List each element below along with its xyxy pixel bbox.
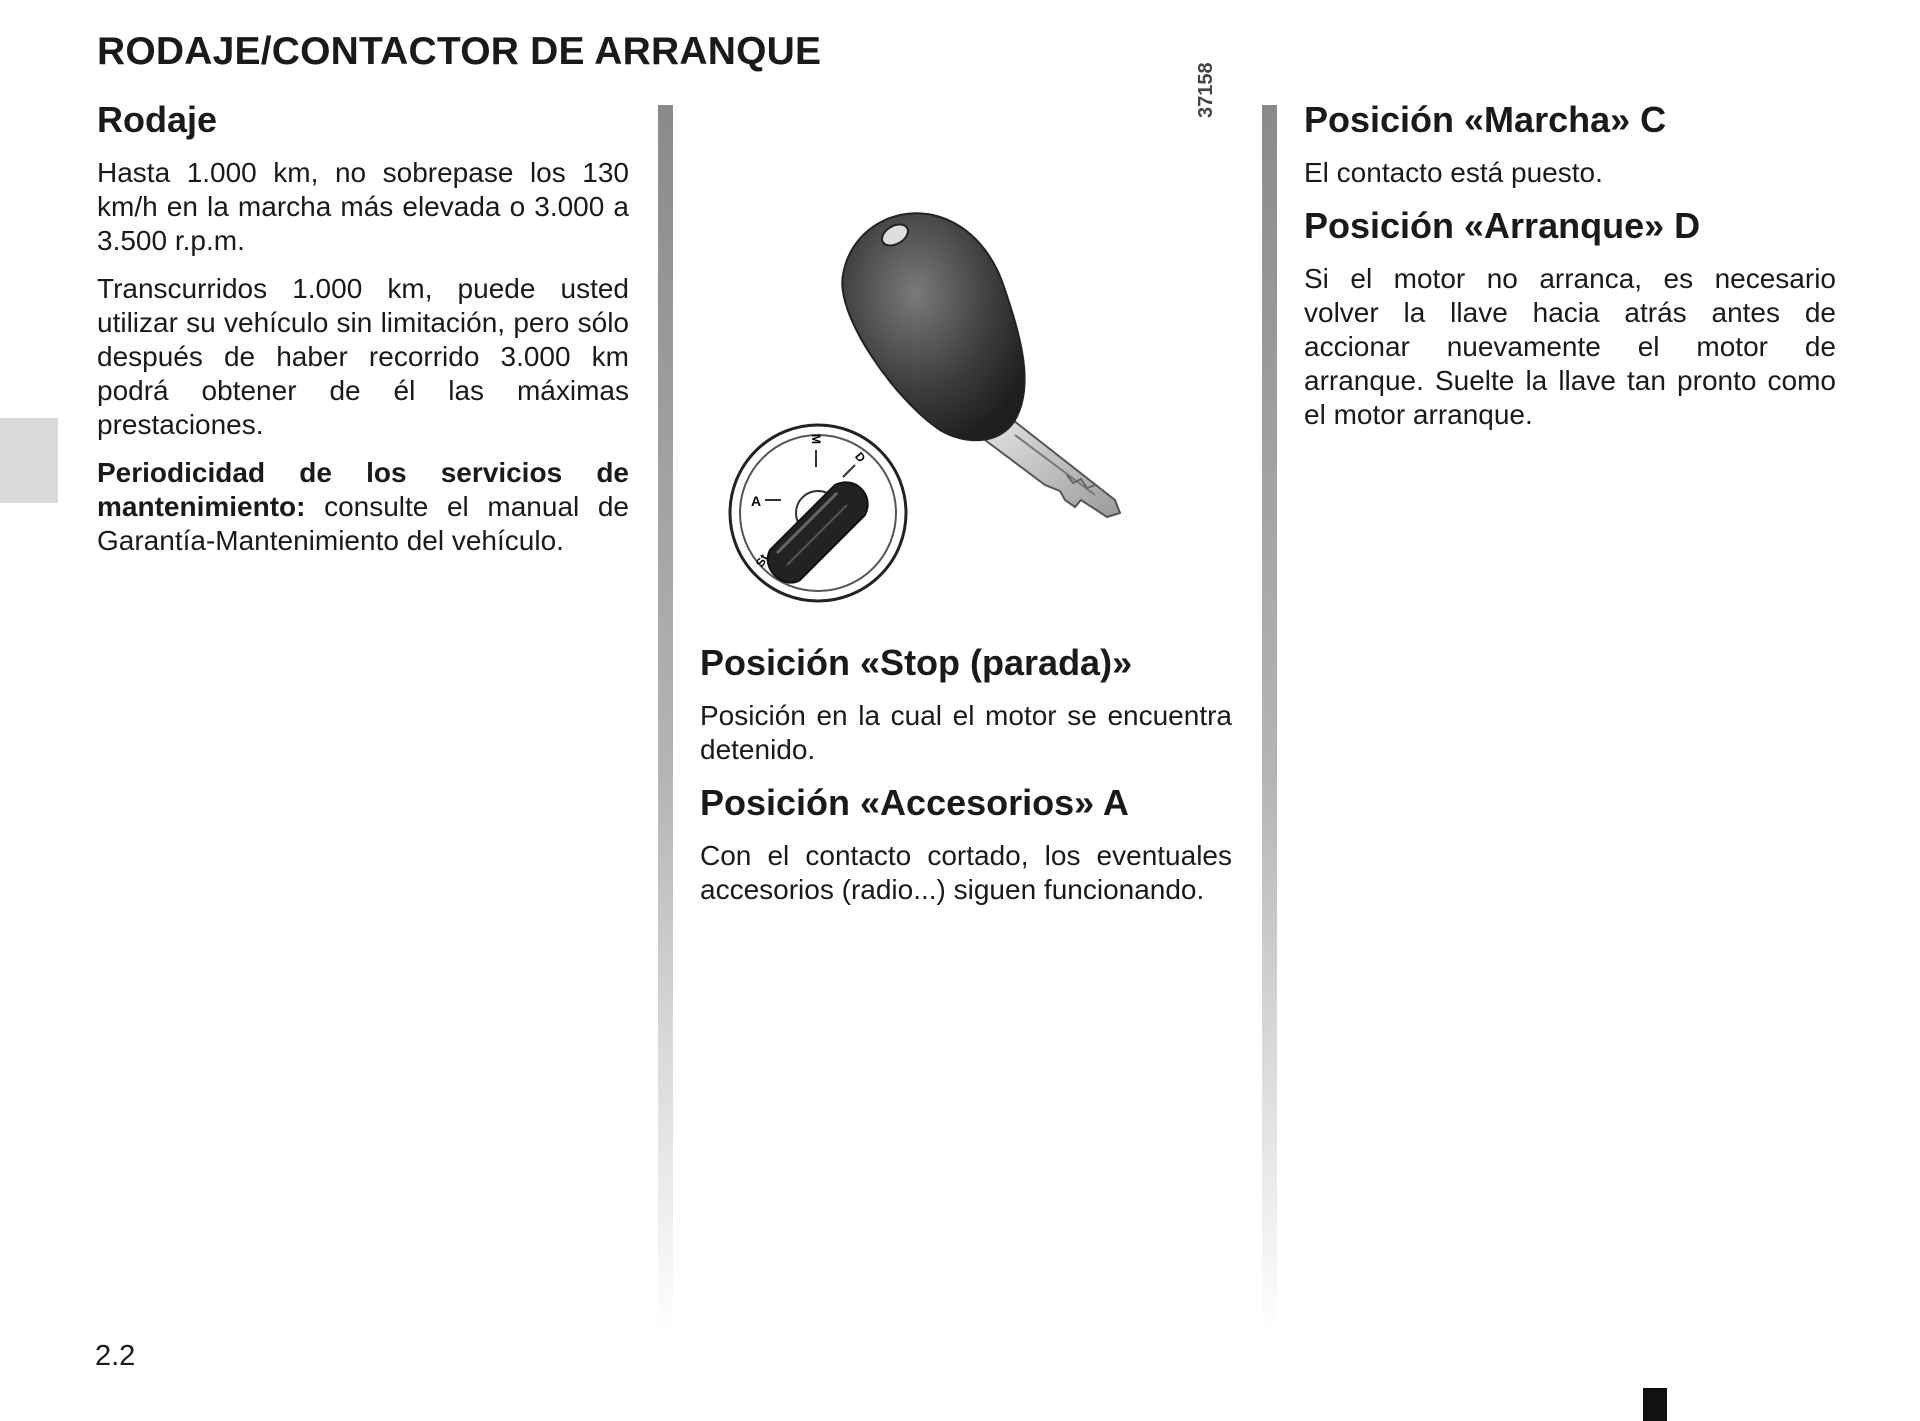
column-divider-right — [1262, 105, 1277, 1335]
chapter-tab — [0, 418, 58, 503]
dial-label-st: St — [752, 551, 771, 570]
arranque-heading: Posición «Arranque» D — [1304, 205, 1701, 246]
figure-number: 37158 — [1195, 62, 1217, 118]
dial-label-a: A — [751, 493, 762, 509]
rodaje-section — [97, 98, 629, 572]
corner-mark — [1643, 1388, 1667, 1421]
dial-label-m: M — [809, 434, 823, 444]
column-divider-left — [658, 105, 673, 1335]
key-illustration — [715, 195, 1135, 615]
rodaje-heading: Rodaje — [97, 99, 218, 140]
maintenance-text: consulte el manual de Garantía-Mantenimiento del vehículo. — [97, 491, 629, 556]
page-title: RODAJE/CONTACTOR DE ARRANQUE — [97, 30, 822, 73]
marcha-heading: Posición «Marcha» C — [1304, 99, 1667, 140]
stop-text: Posición en la cual el motor se encuentra detenido. — [700, 700, 1232, 765]
rodaje-paragraph-3 — [97, 456, 629, 558]
middle-column — [700, 641, 1232, 921]
stop-heading: Posición «Stop (parada)» — [700, 642, 1133, 683]
dial-label-d: D — [852, 449, 869, 466]
maintenance-label: Periodicidad de los servicios de mantenimiento: — [97, 457, 629, 522]
key-and-ignition-icon — [715, 195, 1135, 615]
marcha-text: El contacto está puesto. — [1304, 157, 1603, 188]
ignition-dial-icon — [730, 425, 906, 601]
page-number: 2.2 — [95, 1340, 136, 1372]
rodaje-paragraph-2: Transcurridos 1.000 km, puede usted utilizar su vehículo sin limitación, pero sólo después de haber recorrido 3.000 km podrá obtener de él las máximas prestaciones. — [97, 273, 629, 440]
right-column — [1304, 98, 1836, 446]
key-fob-icon — [842, 213, 1024, 440]
accesorios-text: Con el contacto cortado, los eventuales accesorios (radio...) siguen funcionando. — [700, 840, 1232, 905]
arranque-text: Si el motor no arranca, es necesario volver la llave hacia atrás antes de accionar nuevamente el motor de arranque. Suelte la llave tan pronto como el motor arranque. — [1304, 263, 1836, 430]
rodaje-paragraph-1: Hasta 1.000 km, no sobrepase los 130 km/h en la marcha más elevada o 3.000 a 3.500 r.p.m. — [97, 157, 629, 256]
accesorios-heading: Posición «Accesorios» A — [700, 782, 1129, 823]
